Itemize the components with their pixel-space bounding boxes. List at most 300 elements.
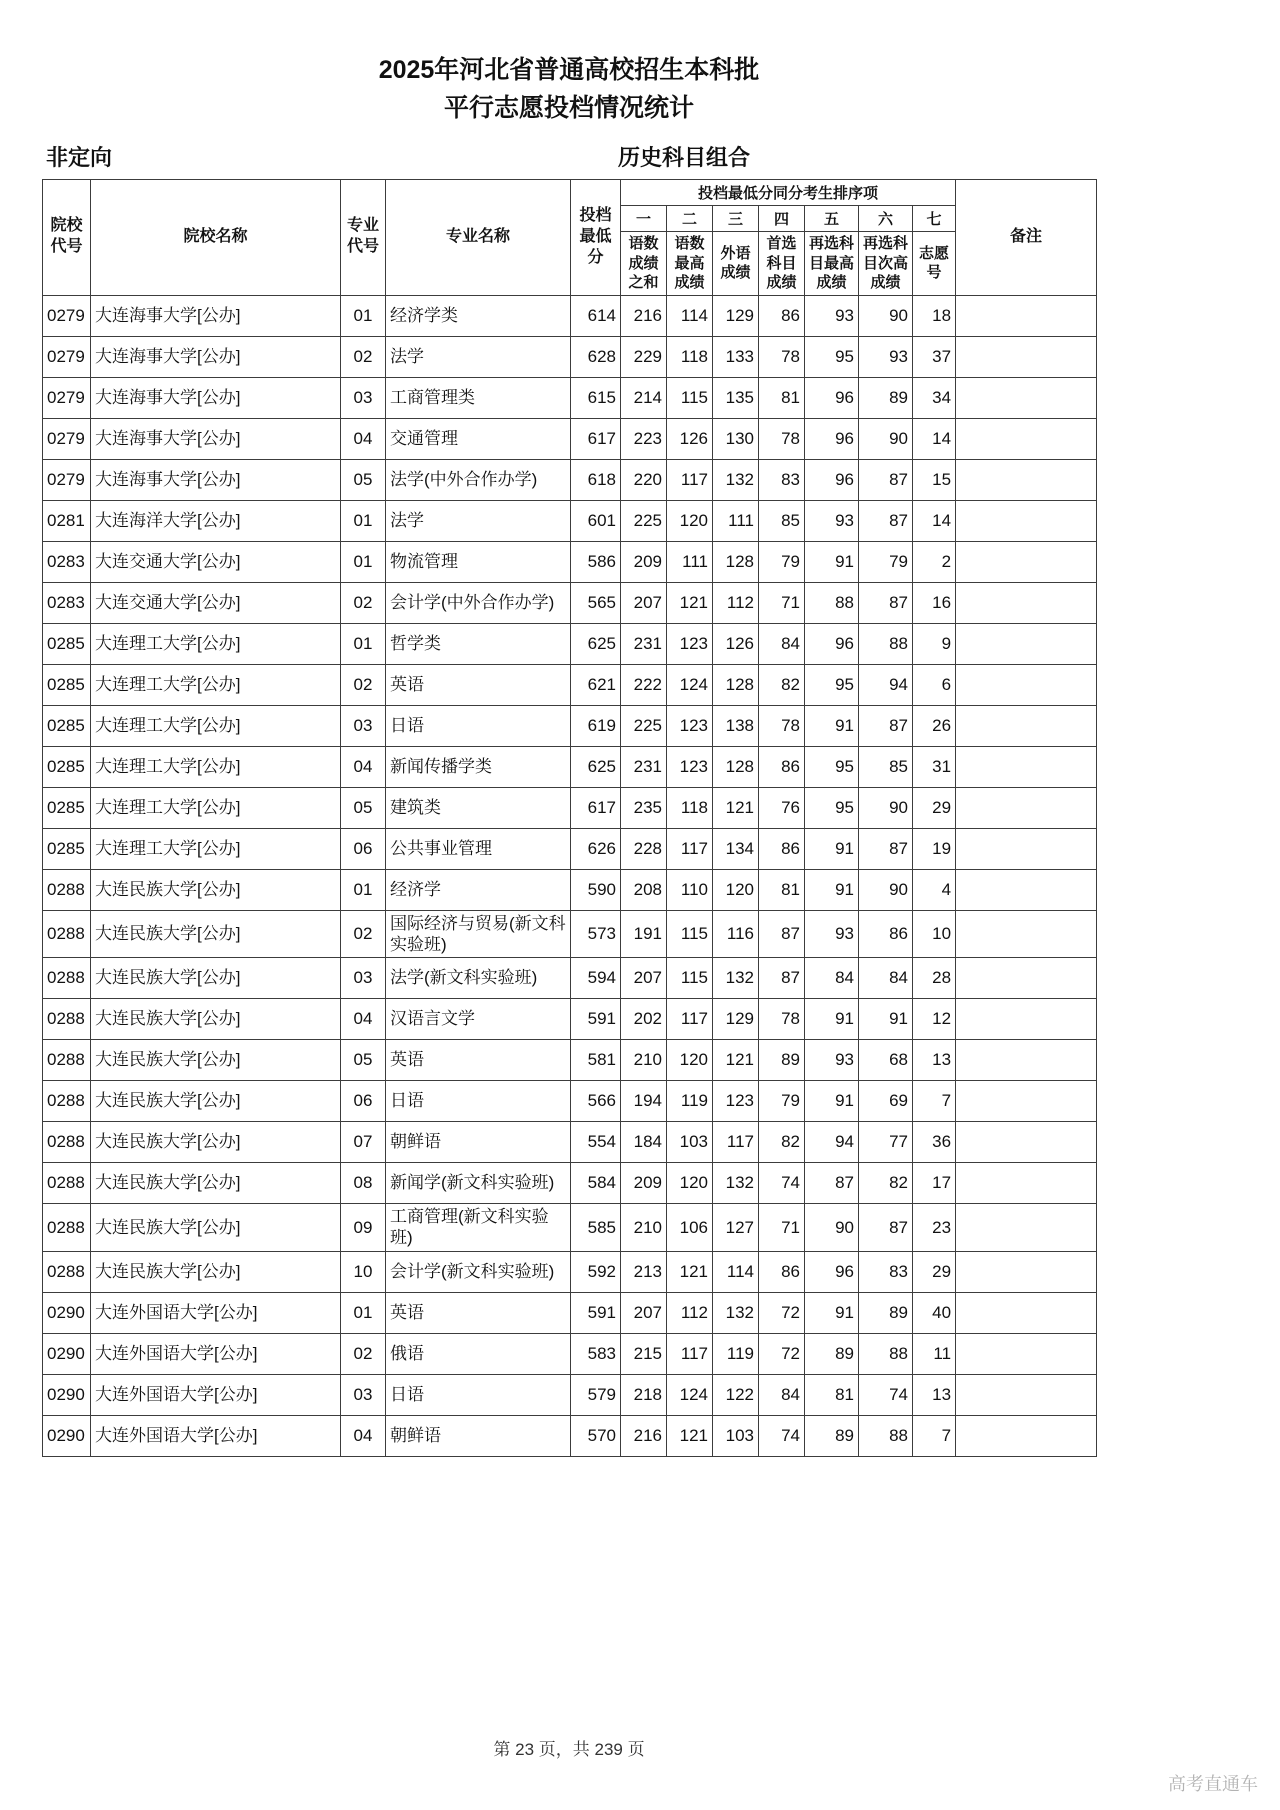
- chinese-math-sum-cell: 207: [621, 1292, 667, 1333]
- remark-cell: [956, 582, 1097, 623]
- chinese-math-sum-cell: 229: [621, 336, 667, 377]
- reselect-max-cell: 96: [805, 377, 859, 418]
- foreign-language-cell: 130: [713, 418, 759, 459]
- chinese-math-max-cell: 117: [667, 459, 713, 500]
- institution-code-cell: 0290: [43, 1415, 91, 1456]
- foreign-language-cell: 119: [713, 1333, 759, 1374]
- major-code-cell: 01: [341, 623, 386, 664]
- reselect-second-cell: 74: [859, 1374, 913, 1415]
- labels-row: [42, 141, 1096, 173]
- institution-code-cell: 0281: [43, 500, 91, 541]
- reselect-second-cell: 87: [859, 500, 913, 541]
- chinese-math-sum-cell: 228: [621, 828, 667, 869]
- remark-cell: [956, 869, 1097, 910]
- major-code-cell: 04: [341, 746, 386, 787]
- chinese-math-sum-cell: 207: [621, 958, 667, 999]
- foreign-language-cell: 132: [713, 459, 759, 500]
- institution-code-cell: 0288: [43, 910, 91, 958]
- preference-number-cell: 4: [913, 869, 956, 910]
- chinese-math-max-cell: 121: [667, 582, 713, 623]
- institution-name-cell: 大连民族大学[公办]: [91, 910, 341, 958]
- institution-code-cell: 0285: [43, 787, 91, 828]
- watermark-text: 高考直通车: [1168, 1774, 1258, 1794]
- min-score-cell: 617: [571, 787, 621, 828]
- page-number: 第 23 页，共 239 页: [493, 1740, 645, 1759]
- table-row: [43, 999, 1097, 1040]
- institution-name-cell: 大连海洋大学[公办]: [91, 500, 341, 541]
- institution-code-cell: 0279: [43, 295, 91, 336]
- reselect-second-cell: 87: [859, 582, 913, 623]
- reselect-second-cell: 68: [859, 1040, 913, 1081]
- major-code-cell: 05: [341, 459, 386, 500]
- table-row: [43, 910, 1097, 958]
- chinese-math-sum-cell: 202: [621, 999, 667, 1040]
- primary-subject-cell: 72: [759, 1333, 805, 1374]
- major-name-cell: 经济学类: [386, 295, 571, 336]
- institution-name-cell: 大连外国语大学[公办]: [91, 1292, 341, 1333]
- preference-number-cell: 19: [913, 828, 956, 869]
- major-code-cell: 03: [341, 1374, 386, 1415]
- col-header-sub-reselect-second: 再选科目次高成绩: [859, 232, 913, 296]
- reselect-second-cell: 85: [859, 746, 913, 787]
- reselect-max-cell: 91: [805, 828, 859, 869]
- reselect-second-cell: 87: [859, 705, 913, 746]
- chinese-math-sum-cell: 231: [621, 623, 667, 664]
- institution-name-cell: 大连民族大学[公办]: [91, 1204, 341, 1252]
- institution-name-cell: 大连外国语大学[公办]: [91, 1415, 341, 1456]
- primary-subject-cell: 87: [759, 910, 805, 958]
- primary-subject-cell: 71: [759, 1204, 805, 1252]
- foreign-language-cell: 129: [713, 999, 759, 1040]
- reselect-max-cell: 91: [805, 1081, 859, 1122]
- major-name-cell: 日语: [386, 1374, 571, 1415]
- reselect-max-cell: 89: [805, 1415, 859, 1456]
- reselect-second-cell: 77: [859, 1122, 913, 1163]
- institution-name-cell: 大连海事大学[公办]: [91, 295, 341, 336]
- reselect-second-cell: 90: [859, 418, 913, 459]
- col-header-sub-preference-number: 志愿号: [913, 232, 956, 296]
- min-score-cell: 579: [571, 1374, 621, 1415]
- foreign-language-cell: 134: [713, 828, 759, 869]
- reselect-second-cell: 94: [859, 664, 913, 705]
- major-code-cell: 10: [341, 1251, 386, 1292]
- label-subject-combination: 历史科目组合: [618, 145, 751, 170]
- major-code-cell: 03: [341, 958, 386, 999]
- reselect-second-cell: 79: [859, 541, 913, 582]
- col-header-major-name: 专业名称: [386, 180, 571, 296]
- min-score-cell: 581: [571, 1040, 621, 1081]
- major-name-cell: 国际经济与贸易(新文科实验班): [386, 910, 571, 958]
- primary-subject-cell: 84: [759, 623, 805, 664]
- col-header-ordinal-1: 一: [621, 206, 667, 232]
- reselect-second-cell: 89: [859, 1292, 913, 1333]
- min-score-cell: 586: [571, 541, 621, 582]
- reselect-second-cell: 69: [859, 1081, 913, 1122]
- chinese-math-sum-cell: 235: [621, 787, 667, 828]
- foreign-language-cell: 132: [713, 1163, 759, 1204]
- remark-cell: [956, 1122, 1097, 1163]
- min-score-cell: 566: [571, 1081, 621, 1122]
- reselect-max-cell: 96: [805, 1251, 859, 1292]
- min-score-cell: 583: [571, 1333, 621, 1374]
- institution-code-cell: 0288: [43, 1040, 91, 1081]
- col-header-min-score: 投档最低分: [571, 180, 621, 296]
- chinese-math-max-cell: 121: [667, 1415, 713, 1456]
- primary-subject-cell: 85: [759, 500, 805, 541]
- chinese-math-sum-cell: 184: [621, 1122, 667, 1163]
- institution-name-cell: 大连民族大学[公办]: [91, 1040, 341, 1081]
- reselect-max-cell: 95: [805, 787, 859, 828]
- col-header-ordinal-2: 二: [667, 206, 713, 232]
- reselect-max-cell: 91: [805, 869, 859, 910]
- institution-name-cell: 大连民族大学[公办]: [91, 869, 341, 910]
- reselect-max-cell: 94: [805, 1122, 859, 1163]
- remark-cell: [956, 999, 1097, 1040]
- min-score-cell: 585: [571, 1204, 621, 1252]
- reselect-second-cell: 86: [859, 910, 913, 958]
- major-name-cell: 物流管理: [386, 541, 571, 582]
- chinese-math-max-cell: 120: [667, 1040, 713, 1081]
- chinese-math-sum-cell: 216: [621, 1415, 667, 1456]
- major-name-cell: 公共事业管理: [386, 828, 571, 869]
- min-score-cell: 565: [571, 582, 621, 623]
- reselect-second-cell: 82: [859, 1163, 913, 1204]
- institution-name-cell: 大连外国语大学[公办]: [91, 1374, 341, 1415]
- table-row: [43, 336, 1097, 377]
- table-row: [43, 1333, 1097, 1374]
- major-name-cell: 法学: [386, 500, 571, 541]
- min-score-cell: 592: [571, 1251, 621, 1292]
- remark-cell: [956, 1040, 1097, 1081]
- reselect-max-cell: 95: [805, 746, 859, 787]
- chinese-math-max-cell: 115: [667, 377, 713, 418]
- institution-name-cell: 大连外国语大学[公办]: [91, 1333, 341, 1374]
- chinese-math-sum-cell: 208: [621, 869, 667, 910]
- preference-number-cell: 14: [913, 418, 956, 459]
- preference-number-cell: 2: [913, 541, 956, 582]
- reselect-max-cell: 90: [805, 1204, 859, 1252]
- remark-cell: [956, 541, 1097, 582]
- remark-cell: [956, 664, 1097, 705]
- chinese-math-max-cell: 118: [667, 336, 713, 377]
- chinese-math-sum-cell: 218: [621, 1374, 667, 1415]
- col-header-sub-reselect-max: 再选科目最高成绩: [805, 232, 859, 296]
- chinese-math-max-cell: 117: [667, 1333, 713, 1374]
- table-row: [43, 1292, 1097, 1333]
- remark-cell: [956, 1081, 1097, 1122]
- min-score-cell: 594: [571, 958, 621, 999]
- major-code-cell: 04: [341, 1415, 386, 1456]
- chinese-math-sum-cell: 223: [621, 418, 667, 459]
- chinese-math-sum-cell: 210: [621, 1040, 667, 1081]
- institution-code-cell: 0288: [43, 958, 91, 999]
- institution-name-cell: 大连海事大学[公办]: [91, 336, 341, 377]
- primary-subject-cell: 74: [759, 1163, 805, 1204]
- min-score-cell: 618: [571, 459, 621, 500]
- table-body: [43, 295, 1097, 1456]
- col-header-sub-chinese-math-max: 语数最高成绩: [667, 232, 713, 296]
- header-row-1: [43, 180, 1097, 206]
- table-row: [43, 459, 1097, 500]
- remark-cell: [956, 418, 1097, 459]
- preference-number-cell: 17: [913, 1163, 956, 1204]
- major-name-cell: 英语: [386, 664, 571, 705]
- col-header-institution-code: 院校代号: [43, 180, 91, 296]
- major-code-cell: 05: [341, 787, 386, 828]
- min-score-cell: 554: [571, 1122, 621, 1163]
- preference-number-cell: 7: [913, 1415, 956, 1456]
- reselect-max-cell: 91: [805, 999, 859, 1040]
- institution-name-cell: 大连理工大学[公办]: [91, 746, 341, 787]
- major-code-cell: 06: [341, 1081, 386, 1122]
- chinese-math-sum-cell: 210: [621, 1204, 667, 1252]
- foreign-language-cell: 111: [713, 500, 759, 541]
- institution-name-cell: 大连理工大学[公办]: [91, 705, 341, 746]
- chinese-math-max-cell: 126: [667, 418, 713, 459]
- table-row: [43, 705, 1097, 746]
- chinese-math-sum-cell: 207: [621, 582, 667, 623]
- preference-number-cell: 10: [913, 910, 956, 958]
- foreign-language-cell: 128: [713, 541, 759, 582]
- institution-code-cell: 0285: [43, 746, 91, 787]
- table-row: [43, 500, 1097, 541]
- foreign-language-cell: 112: [713, 582, 759, 623]
- table-row: [43, 541, 1097, 582]
- institution-code-cell: 0285: [43, 623, 91, 664]
- preference-number-cell: 11: [913, 1333, 956, 1374]
- foreign-language-cell: 135: [713, 377, 759, 418]
- chinese-math-max-cell: 117: [667, 828, 713, 869]
- major-code-cell: 06: [341, 828, 386, 869]
- chinese-math-sum-cell: 209: [621, 1163, 667, 1204]
- primary-subject-cell: 84: [759, 1374, 805, 1415]
- remark-cell: [956, 1415, 1097, 1456]
- foreign-language-cell: 120: [713, 869, 759, 910]
- major-name-cell: 工商管理(新文科实验班): [386, 1204, 571, 1252]
- remark-cell: [956, 336, 1097, 377]
- institution-code-cell: 0288: [43, 1251, 91, 1292]
- col-header-sub-primary-subject: 首选科目成绩: [759, 232, 805, 296]
- remark-cell: [956, 1333, 1097, 1374]
- major-code-cell: 01: [341, 869, 386, 910]
- table-row: [43, 828, 1097, 869]
- chinese-math-max-cell: 123: [667, 623, 713, 664]
- foreign-language-cell: 121: [713, 1040, 759, 1081]
- institution-code-cell: 0288: [43, 1081, 91, 1122]
- reselect-max-cell: 84: [805, 958, 859, 999]
- chinese-math-sum-cell: 215: [621, 1333, 667, 1374]
- primary-subject-cell: 72: [759, 1292, 805, 1333]
- institution-code-cell: 0288: [43, 1122, 91, 1163]
- min-score-cell: 621: [571, 664, 621, 705]
- foreign-language-cell: 123: [713, 1081, 759, 1122]
- table-row: [43, 1081, 1097, 1122]
- chinese-math-max-cell: 115: [667, 910, 713, 958]
- preference-number-cell: 28: [913, 958, 956, 999]
- chinese-math-max-cell: 123: [667, 705, 713, 746]
- institution-name-cell: 大连民族大学[公办]: [91, 958, 341, 999]
- institution-code-cell: 0285: [43, 705, 91, 746]
- col-header-ordinal-5: 五: [805, 206, 859, 232]
- reselect-max-cell: 88: [805, 582, 859, 623]
- preference-number-cell: 34: [913, 377, 956, 418]
- major-code-cell: 04: [341, 418, 386, 459]
- reselect-second-cell: 91: [859, 999, 913, 1040]
- major-name-cell: 日语: [386, 705, 571, 746]
- remark-cell: [956, 1204, 1097, 1252]
- chinese-math-sum-cell: 213: [621, 1251, 667, 1292]
- major-code-cell: 02: [341, 336, 386, 377]
- chinese-math-sum-cell: 191: [621, 910, 667, 958]
- table-row: [43, 869, 1097, 910]
- primary-subject-cell: 78: [759, 418, 805, 459]
- reselect-max-cell: 96: [805, 623, 859, 664]
- major-name-cell: 经济学: [386, 869, 571, 910]
- min-score-cell: 625: [571, 623, 621, 664]
- min-score-cell: 584: [571, 1163, 621, 1204]
- chinese-math-max-cell: 110: [667, 869, 713, 910]
- col-header-tiebreak-group: 投档最低分同分考生排序项: [621, 180, 956, 206]
- chinese-math-sum-cell: 220: [621, 459, 667, 500]
- institution-code-cell: 0290: [43, 1374, 91, 1415]
- foreign-language-cell: 128: [713, 746, 759, 787]
- major-code-cell: 05: [341, 1040, 386, 1081]
- chinese-math-sum-cell: 225: [621, 500, 667, 541]
- table-row: [43, 295, 1097, 336]
- institution-name-cell: 大连民族大学[公办]: [91, 999, 341, 1040]
- foreign-language-cell: 127: [713, 1204, 759, 1252]
- remark-cell: [956, 828, 1097, 869]
- primary-subject-cell: 79: [759, 541, 805, 582]
- preference-number-cell: 13: [913, 1040, 956, 1081]
- preference-number-cell: 31: [913, 746, 956, 787]
- remark-cell: [956, 459, 1097, 500]
- min-score-cell: 570: [571, 1415, 621, 1456]
- chinese-math-max-cell: 117: [667, 999, 713, 1040]
- institution-name-cell: 大连理工大学[公办]: [91, 787, 341, 828]
- institution-code-cell: 0279: [43, 418, 91, 459]
- institution-code-cell: 0285: [43, 664, 91, 705]
- institution-name-cell: 大连交通大学[公办]: [91, 582, 341, 623]
- primary-subject-cell: 79: [759, 1081, 805, 1122]
- preference-number-cell: 15: [913, 459, 956, 500]
- institution-code-cell: 0279: [43, 336, 91, 377]
- col-header-ordinal-3: 三: [713, 206, 759, 232]
- reselect-max-cell: 93: [805, 500, 859, 541]
- chinese-math-sum-cell: 194: [621, 1081, 667, 1122]
- major-name-cell: 法学(新文科实验班): [386, 958, 571, 999]
- foreign-language-cell: 129: [713, 295, 759, 336]
- preference-number-cell: 29: [913, 1251, 956, 1292]
- chinese-math-sum-cell: 216: [621, 295, 667, 336]
- institution-name-cell: 大连民族大学[公办]: [91, 1163, 341, 1204]
- table-row: [43, 418, 1097, 459]
- min-score-cell: 614: [571, 295, 621, 336]
- min-score-cell: 591: [571, 1292, 621, 1333]
- preference-number-cell: 9: [913, 623, 956, 664]
- reselect-max-cell: 95: [805, 336, 859, 377]
- major-code-cell: 02: [341, 664, 386, 705]
- reselect-second-cell: 87: [859, 828, 913, 869]
- institution-name-cell: 大连理工大学[公办]: [91, 623, 341, 664]
- remark-cell: [956, 1251, 1097, 1292]
- major-name-cell: 英语: [386, 1040, 571, 1081]
- primary-subject-cell: 86: [759, 746, 805, 787]
- reselect-second-cell: 93: [859, 336, 913, 377]
- page-title-line1: 2025年河北省普通高校招生本科批: [378, 56, 760, 84]
- reselect-second-cell: 88: [859, 1415, 913, 1456]
- major-name-cell: 会计学(新文科实验班): [386, 1251, 571, 1292]
- institution-name-cell: 大连民族大学[公办]: [91, 1122, 341, 1163]
- col-header-ordinal-4: 四: [759, 206, 805, 232]
- major-name-cell: 工商管理类: [386, 377, 571, 418]
- chinese-math-max-cell: 120: [667, 500, 713, 541]
- institution-name-cell: 大连民族大学[公办]: [91, 1251, 341, 1292]
- reselect-second-cell: 83: [859, 1251, 913, 1292]
- chinese-math-max-cell: 121: [667, 1251, 713, 1292]
- table-row: [43, 664, 1097, 705]
- institution-code-cell: 0288: [43, 999, 91, 1040]
- reselect-second-cell: 88: [859, 623, 913, 664]
- remark-cell: [956, 746, 1097, 787]
- major-name-cell: 汉语言文学: [386, 999, 571, 1040]
- major-name-cell: 交通管理: [386, 418, 571, 459]
- table-row: [43, 1204, 1097, 1252]
- remark-cell: [956, 295, 1097, 336]
- primary-subject-cell: 82: [759, 664, 805, 705]
- major-code-cell: 01: [341, 541, 386, 582]
- primary-subject-cell: 83: [759, 459, 805, 500]
- reselect-second-cell: 90: [859, 295, 913, 336]
- major-code-cell: 04: [341, 999, 386, 1040]
- institution-name-cell: 大连民族大学[公办]: [91, 1081, 341, 1122]
- major-name-cell: 建筑类: [386, 787, 571, 828]
- major-code-cell: 01: [341, 1292, 386, 1333]
- reselect-max-cell: 81: [805, 1374, 859, 1415]
- reselect-max-cell: 91: [805, 541, 859, 582]
- primary-subject-cell: 78: [759, 705, 805, 746]
- chinese-math-max-cell: 106: [667, 1204, 713, 1252]
- chinese-math-max-cell: 103: [667, 1122, 713, 1163]
- table-header: [43, 180, 1097, 296]
- remark-cell: [956, 958, 1097, 999]
- institution-name-cell: 大连交通大学[公办]: [91, 541, 341, 582]
- reselect-max-cell: 93: [805, 1040, 859, 1081]
- institution-code-cell: 0290: [43, 1292, 91, 1333]
- major-name-cell: 俄语: [386, 1333, 571, 1374]
- chinese-math-sum-cell: 209: [621, 541, 667, 582]
- preference-number-cell: 12: [913, 999, 956, 1040]
- institution-code-cell: 0279: [43, 377, 91, 418]
- chinese-math-max-cell: 114: [667, 295, 713, 336]
- min-score-cell: 573: [571, 910, 621, 958]
- min-score-cell: 626: [571, 828, 621, 869]
- institution-code-cell: 0279: [43, 459, 91, 500]
- primary-subject-cell: 76: [759, 787, 805, 828]
- preference-number-cell: 7: [913, 1081, 956, 1122]
- col-header-remark: 备注: [956, 180, 1097, 296]
- preference-number-cell: 13: [913, 1374, 956, 1415]
- foreign-language-cell: 122: [713, 1374, 759, 1415]
- table-row: [43, 1415, 1097, 1456]
- institution-code-cell: 0288: [43, 1204, 91, 1252]
- major-name-cell: 会计学(中外合作办学): [386, 582, 571, 623]
- primary-subject-cell: 78: [759, 336, 805, 377]
- primary-subject-cell: 86: [759, 1251, 805, 1292]
- table-row: [43, 1374, 1097, 1415]
- foreign-language-cell: 103: [713, 1415, 759, 1456]
- table-row: [43, 1251, 1097, 1292]
